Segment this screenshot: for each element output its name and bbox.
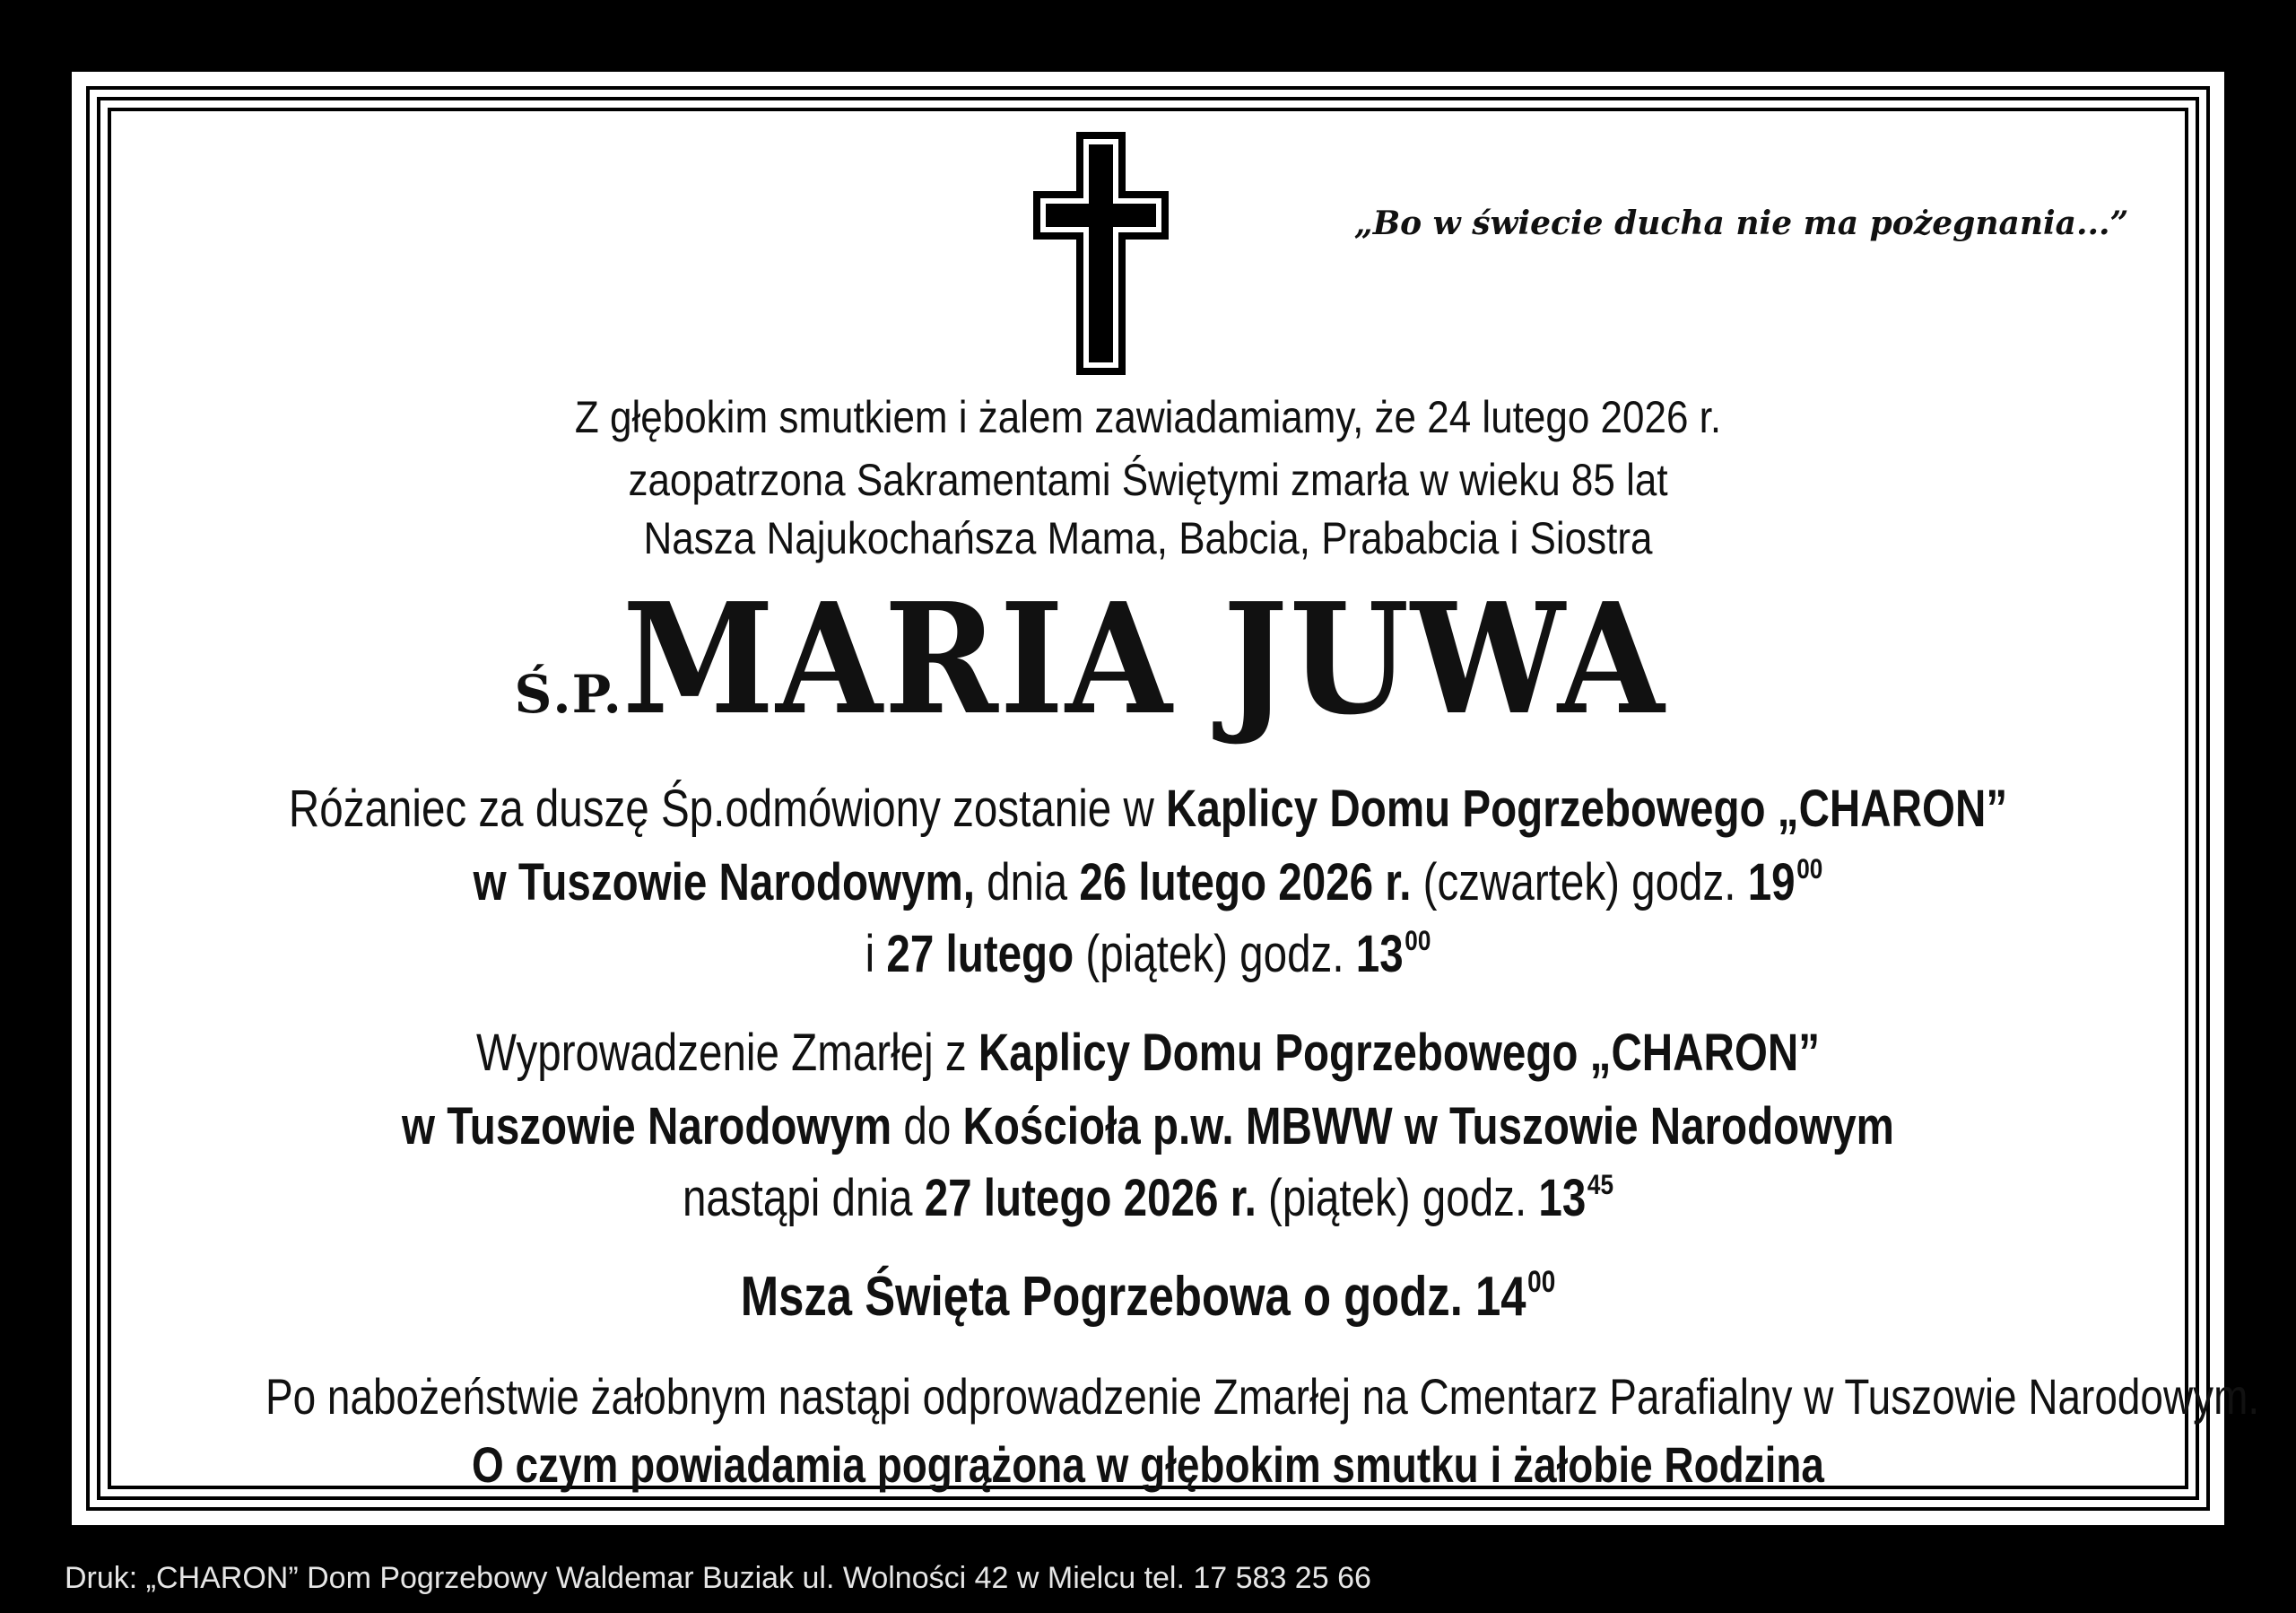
deceased-name: MARIA JUWA — [622, 570, 1666, 749]
chapel-name: Kaplicy Domu Pogrzebowego „CHARON” — [1166, 780, 2008, 838]
rosary-date: 26 lutego 2026 r. — [1079, 853, 1412, 911]
cross-icon — [1031, 130, 1170, 377]
intro-line-2: zaopatrzona Sakramentami Świętymi zmarła w wieku 85 lat — [628, 455, 1668, 505]
rosary-weekday-2: (piątek) godz. — [1074, 925, 1356, 983]
rosary-minutes-2: 00 — [1405, 924, 1431, 957]
procession-from: w Tuszowie Narodowym — [402, 1097, 892, 1155]
rosary-line-1 — [265, 779, 2031, 839]
rosary-line-3 — [265, 924, 2031, 984]
procession-date: 27 lutego 2026 r. — [924, 1169, 1257, 1227]
procession-hour: 13 — [1538, 1169, 1587, 1227]
deceased-name-block — [72, 570, 2224, 749]
name-prefix: Ś.P. — [514, 664, 622, 725]
rosary-and: i — [865, 925, 887, 983]
procession-day-label: nastąpi dnia — [682, 1169, 925, 1227]
rosary-day-label: dnia — [974, 853, 1080, 911]
rosary-minutes: 00 — [1796, 852, 1823, 885]
procession-line-2 — [265, 1096, 2031, 1156]
rosary-hour: 19 — [1747, 853, 1796, 911]
mass-text: Msza Święta Pogrzebowa o godz. 14 — [740, 1266, 1526, 1328]
rosary-place: w Tuszowie Narodowym, — [473, 853, 975, 911]
procession-to-label: do — [891, 1097, 963, 1155]
procession-text: Wyprowadzenie Zmarłej z — [476, 1024, 978, 1082]
procession-line-3 — [265, 1168, 2031, 1228]
mass-minutes: 00 — [1527, 1265, 1556, 1300]
intro-line-3: Nasza Najukochańsza Mama, Babcia, Prababcia i Siostra — [643, 513, 1653, 563]
intro-line-1: Z głębokim smutkiem i żalem zawiadamiamy, że 24 lutego 2026 r. — [574, 392, 1722, 442]
rosary-weekday: (czwartek) godz. — [1411, 853, 1748, 911]
funeral-mass-line — [265, 1265, 2031, 1329]
procession-minutes: 45 — [1587, 1168, 1614, 1201]
motto-quote: „Bo w świecie ducha nie ma pożegnania...” — [1354, 205, 2129, 242]
closing-line: O czym powiadamia pogrążona w głębokim smutku i żałobie Rodzina — [472, 1436, 1824, 1493]
procession-line-1 — [265, 1023, 2031, 1083]
printer-footer: Druk: „CHARON” Dom Pogrzebowy Waldemar Buziak ul. Wolności 42 w Mielcu tel. 17 583 25 66 — [65, 1561, 1371, 1595]
rosary-date-2: 27 lutego — [886, 925, 1074, 983]
cemetery-line: Po nabożeństwie żałobnym nastąpi odprowadzenie Zmarłej na Cmentarz Parafialny w Tuszowie Narodowym. — [265, 1368, 2260, 1425]
rosary-line-2 — [265, 852, 2031, 912]
procession-chapel: Kaplicy Domu Pogrzebowego „CHARON” — [978, 1024, 1820, 1082]
rosary-hour-2: 13 — [1355, 925, 1404, 983]
procession-weekday: (piątek) godz. — [1256, 1169, 1539, 1227]
procession-church: Kościoła p.w. MBWW w Tuszowie Narodowym — [962, 1097, 1894, 1155]
rosary-text: Różaniec za duszę Śp.odmówiony zostanie w — [288, 780, 1167, 838]
